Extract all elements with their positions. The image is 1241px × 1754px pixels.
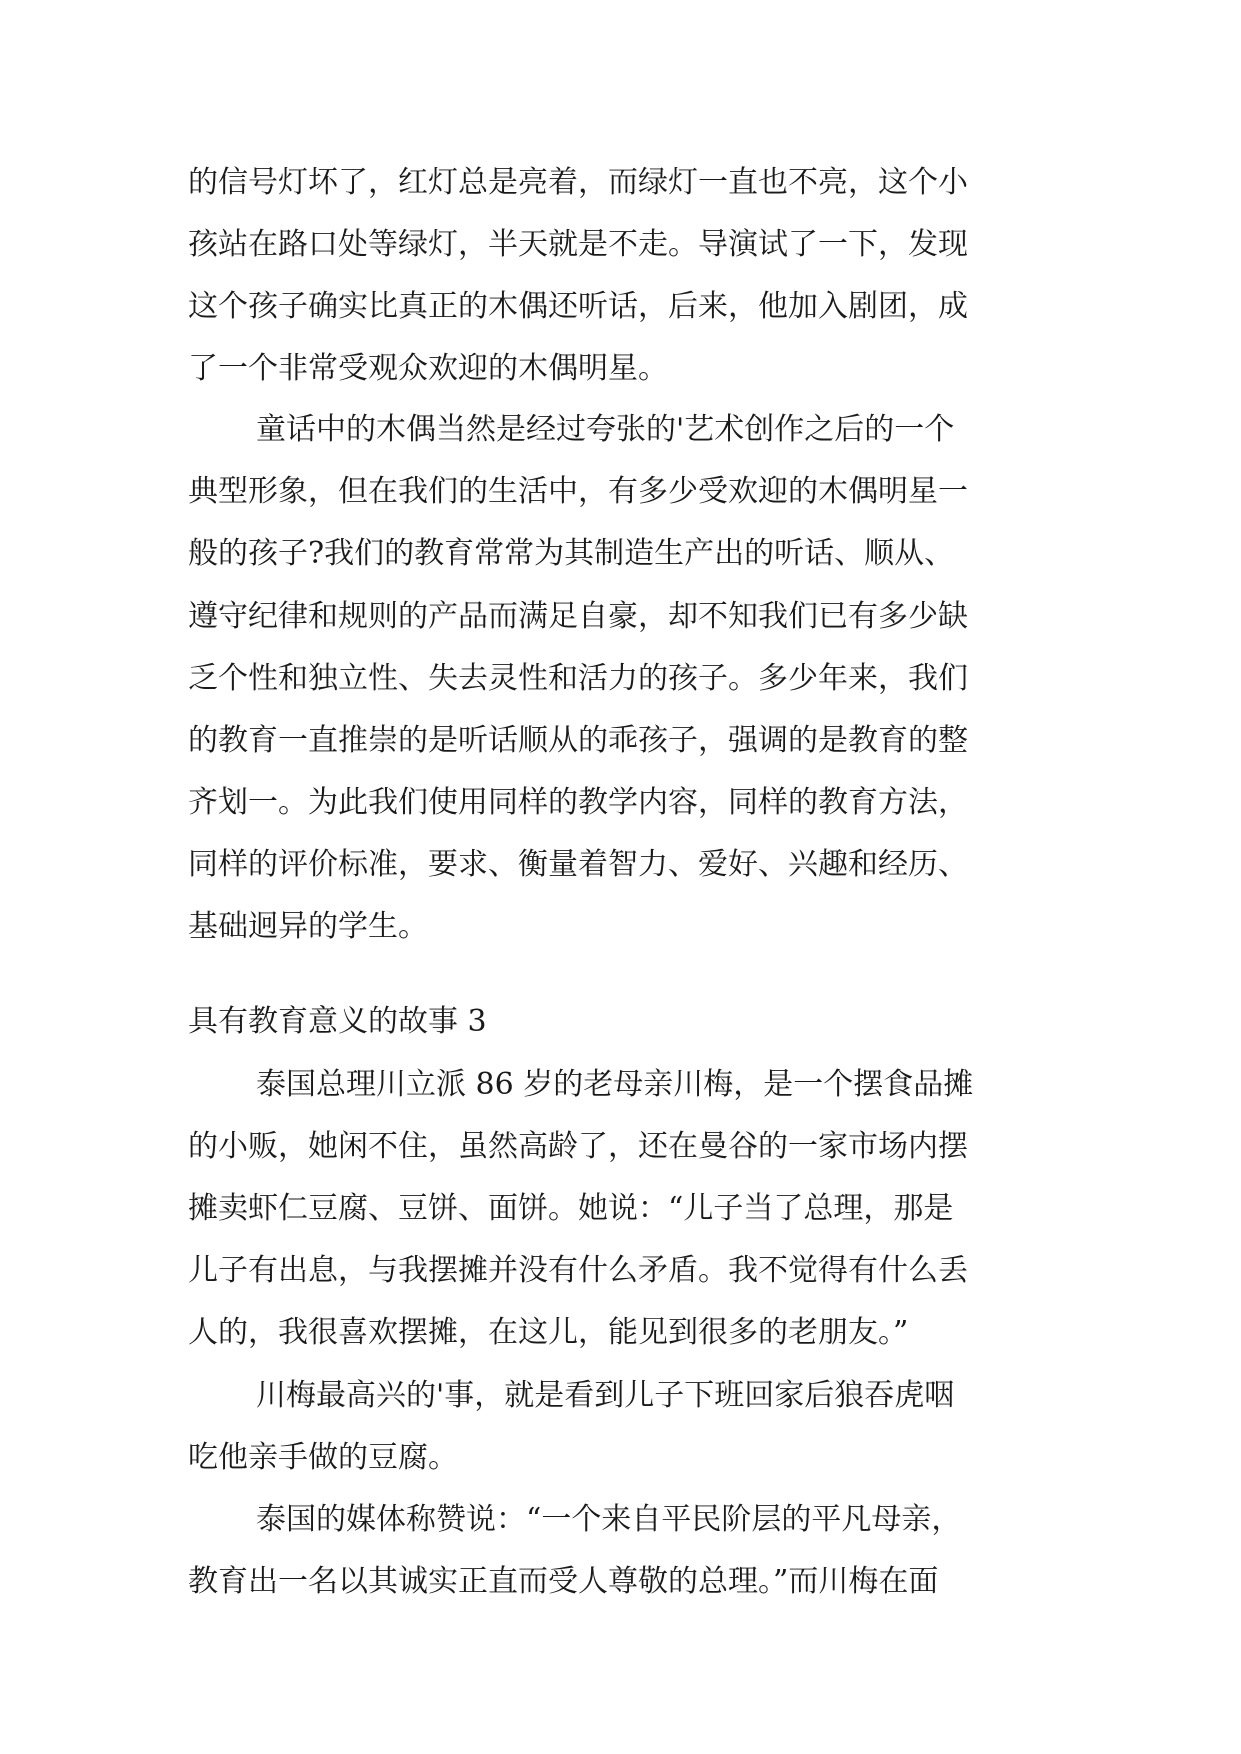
- paragraph-line: 乏个性和独立性、失去灵性和活力的孩子。多少年来，我们: [188, 661, 968, 696]
- paragraph-line: 了一个非常受观众欢迎的木偶明星。: [188, 351, 668, 386]
- paragraph-line: 泰国的媒体称赞说：“一个来自平民阶层的平凡母亲，: [256, 1502, 962, 1537]
- paragraph-line: 这个孩子确实比真正的木偶还听话，后来，他加入剧团，成: [188, 289, 968, 324]
- paragraph-line: 典型形象，但在我们的生活中，有多少受欢迎的木偶明星一: [188, 474, 968, 509]
- paragraph-line: 童话中的木偶当然是经过夸张的'艺术创作之后的一个: [256, 412, 955, 447]
- paragraph-line: 同样的评价标准，要求、衡量着智力、爱好、兴趣和经历、: [188, 847, 968, 882]
- paragraph-line: 的教育一直推崇的是听话顺从的乖孩子，强调的是教育的整: [188, 723, 968, 758]
- paragraph-line: 摊卖虾仁豆腐、豆饼、面饼。她说：“儿子当了总理，那是: [188, 1191, 954, 1226]
- paragraph-line: 人的，我很喜欢摆摊，在这儿，能见到很多的老朋友。”: [188, 1315, 909, 1350]
- paragraph-line: 儿子有出息，与我摆摊并没有什么矛盾。我不觉得有什么丢: [188, 1253, 968, 1288]
- paragraph-line: 泰国总理川立派 86 岁的老母亲川梅，是一个摆食品摊: [256, 1067, 974, 1102]
- paragraph-line: 基础迥异的学生。: [188, 909, 428, 944]
- paragraph-line: 的信号灯坏了，红灯总是亮着，而绿灯一直也不亮，这个小: [188, 165, 968, 200]
- section-heading: 具有教育意义的故事 3: [188, 1004, 487, 1039]
- paragraph-line: 般的孩子?我们的教育常常为其制造生产出的听话、顺从、: [188, 536, 955, 571]
- paragraph-line: 川梅最高兴的'事，就是看到儿子下班回家后狼吞虎咽: [256, 1378, 955, 1413]
- paragraph-line: 齐划一。为此我们使用同样的教学内容，同样的教育方法，: [188, 785, 968, 820]
- paragraph-line: 孩站在路口处等绿灯，半天就是不走。导演试了一下，发现: [188, 227, 968, 262]
- paragraph-line: 吃他亲手做的豆腐。: [188, 1440, 458, 1475]
- paragraph-line: 遵守纪律和规则的产品而满足自豪，却不知我们已有多少缺: [188, 599, 968, 634]
- paragraph-line: 教育出一名以其诚实正直而受人尊敬的总理。”而川梅在面: [188, 1564, 939, 1599]
- paragraph-line: 的小贩，她闲不住，虽然高龄了，还在曼谷的一家市场内摆: [188, 1129, 968, 1164]
